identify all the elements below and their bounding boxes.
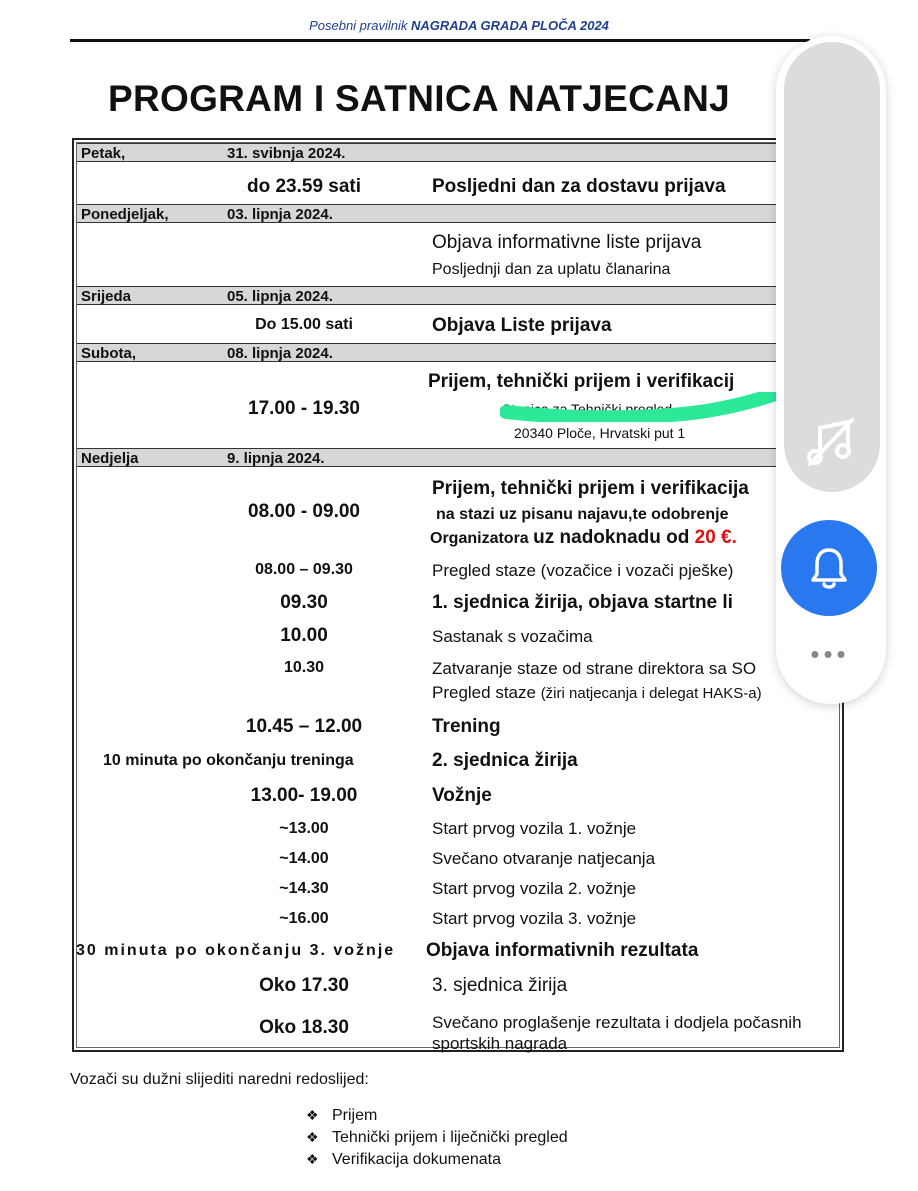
row-description: Sastanak s vozačima	[432, 627, 593, 646]
row-description: Start prvog vozila 2. vožnje	[432, 879, 637, 898]
row-time: 17.00 - 19.30	[248, 398, 360, 419]
row-time: Do 15.00 sati	[255, 316, 353, 333]
row-description: Stanica za Tehnički pregled	[502, 401, 673, 417]
more-dots-icon[interactable]: •••	[810, 639, 850, 669]
day-header-petak	[77, 143, 839, 162]
desc-part: Organizatora	[430, 530, 534, 547]
row-description: na stazi uz pisanu najavu,te odobrenje	[436, 506, 729, 523]
row-description: 3. sjednica žirija	[432, 975, 568, 996]
row-description: Start prvog vozila 1. vožnje	[432, 819, 637, 838]
row-time: ~14.30	[279, 880, 329, 897]
row-time: ~14.00	[279, 850, 329, 867]
row-time: ~16.00	[279, 910, 329, 927]
row-time: 10.30	[283, 659, 325, 676]
desc-part: (žiri natjecanja i delegat HAKS-a)	[540, 685, 762, 702]
day-header-subota	[77, 343, 839, 362]
row-time: 08.00 – 09.30	[255, 561, 353, 578]
day-date: 05. lipnja 2024.	[227, 288, 333, 305]
day-header-srijeda	[77, 286, 839, 305]
row-description: 1. sjednica žirija, objava startne li	[432, 592, 733, 613]
day-date: 9. lipnja 2024.	[227, 450, 325, 467]
row-description: Objava informativnih rezultata	[426, 940, 699, 961]
row-description: Posljedni dan za dostavu prijava	[432, 176, 726, 197]
row-time: Oko 18.30	[259, 1017, 349, 1038]
row-time: 10 minuta po okončanju treninga	[103, 752, 354, 769]
list-item-text: Prijem	[332, 1107, 378, 1124]
day-date: 31. svibnja 2024.	[227, 145, 346, 162]
row-time: 08.00 - 09.00	[248, 501, 360, 522]
day-name: Petak,	[81, 145, 126, 162]
row-time: do 23.59 sati	[246, 176, 362, 197]
day-name: Srijeda	[81, 288, 132, 305]
row-description: Start prvog vozila 3. vožnje	[432, 909, 637, 928]
row-description: Prijem, tehnički prijem i verifikacija	[432, 478, 749, 499]
row-description: Zatvaranje staze od strane direktora sa SO	[432, 659, 757, 678]
day-header-ponedjeljak	[77, 204, 839, 223]
bullet-symbol: ❖	[306, 1129, 319, 1145]
row-description: Objava Liste prijava	[432, 315, 612, 336]
desc-part: uz nadoknadu od	[533, 527, 695, 548]
fee-amount: 20 €.	[694, 527, 737, 548]
list-item	[306, 1107, 377, 1125]
schedule-table	[72, 138, 844, 1052]
bullet-symbol: ❖	[306, 1151, 319, 1167]
notification-button[interactable]	[781, 520, 877, 616]
row-description: 2. sjednica žirija	[432, 750, 578, 771]
day-date: 08. lipnja 2024.	[227, 345, 333, 362]
row-description: Prijem, tehnički prijem i verifikacij	[428, 371, 735, 392]
row-time: 13.00- 19.00	[250, 785, 358, 806]
row-description: Svečano proglašenje rezultata i dodjela počasnih	[432, 1013, 802, 1032]
day-name: Ponedjeljak,	[81, 206, 169, 223]
row-description: 20340 Ploče, Hrvatski put 1	[514, 425, 686, 441]
bullet-symbol: ❖	[306, 1107, 319, 1123]
row-time: ~13.00	[279, 820, 329, 837]
row-description	[430, 527, 737, 549]
row-description: Pregled staze (vozačice i vozači pješke)	[432, 561, 734, 580]
header-rule	[70, 39, 810, 42]
highlighter-stroke	[500, 392, 782, 422]
music-off-icon[interactable]	[806, 416, 856, 468]
row-description: Svečano otvaranje natjecanja	[432, 849, 656, 868]
row-time: 10.45 – 12.00	[245, 716, 363, 737]
document-header	[0, 18, 918, 33]
day-header-nedjelja	[77, 448, 839, 467]
row-time: 09.30	[280, 592, 328, 613]
header-event-name: NAGRADA GRADA PLOČA 2024	[410, 18, 609, 33]
instructions-intro: Vozači su dužni slijediti naredni redoslijed:	[70, 1071, 369, 1088]
list-item	[306, 1151, 501, 1169]
day-name: Nedjelja	[81, 450, 139, 467]
row-description	[432, 683, 762, 703]
day-date: 03. lipnja 2024.	[227, 206, 333, 223]
page-title: PROGRAM I SATNICA NATJECANJ	[108, 78, 731, 119]
header-prefix: Posebni pravilnik	[309, 18, 411, 33]
day-name: Subota,	[81, 345, 136, 362]
list-item-text: Tehnički prijem i liječnički pregled	[332, 1129, 568, 1146]
list-item	[306, 1129, 568, 1147]
row-description: Vožnje	[432, 785, 492, 806]
bell-icon	[809, 546, 849, 590]
row-time: 30 minuta po okončanju 3. vožnje	[76, 942, 396, 959]
list-item-text: Verifikacija dokumenata	[332, 1151, 501, 1168]
row-description: sportskih nagrada	[432, 1034, 568, 1053]
desc-part: Pregled staze	[432, 683, 541, 702]
row-description: Trening	[432, 716, 501, 737]
row-time: 10.00	[280, 625, 328, 646]
row-time: Oko 17.30	[259, 975, 349, 996]
row-description: Objava informativne liste prijava	[432, 232, 702, 253]
row-description: Posljednji dan za uplatu članarina	[432, 261, 671, 278]
